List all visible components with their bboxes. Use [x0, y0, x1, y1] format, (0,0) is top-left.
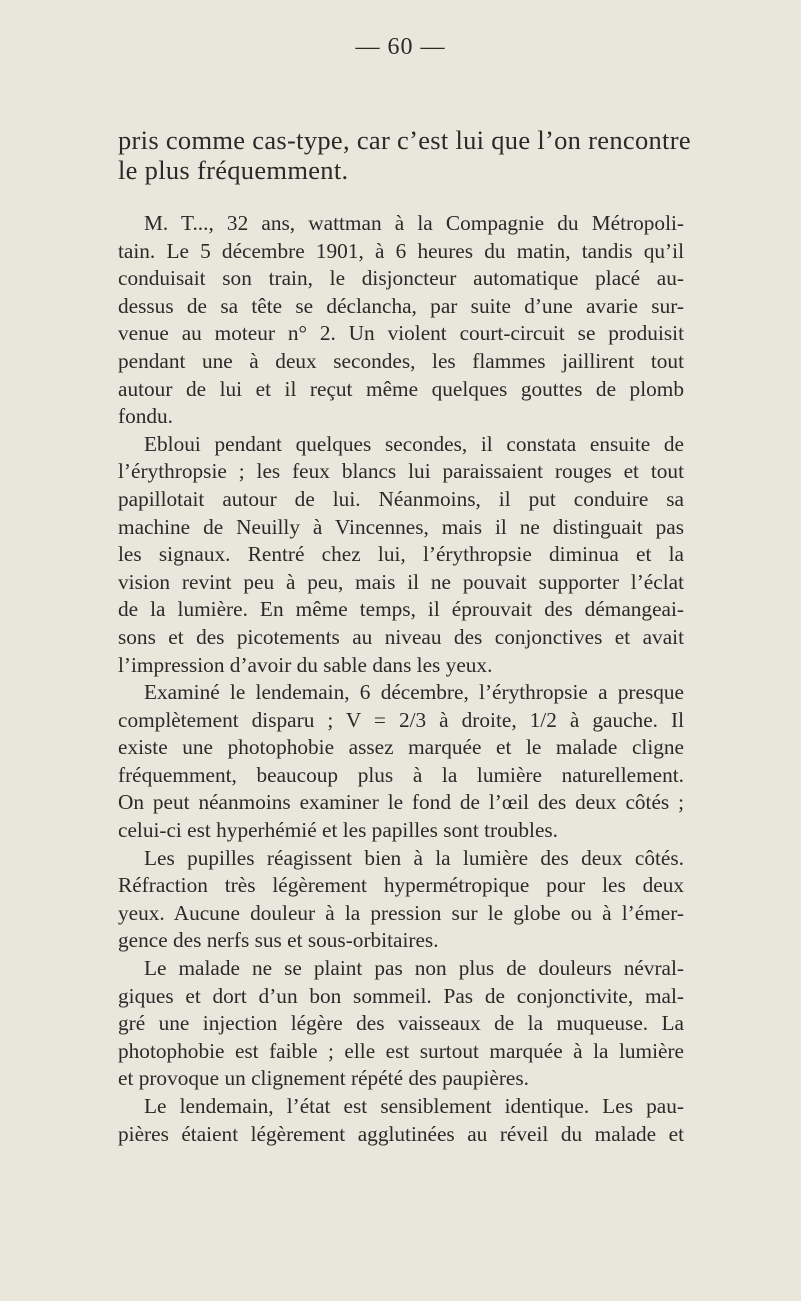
body-line: On peut néanmoins examiner le fond de l’œil des deux côtés ; — [118, 790, 684, 815]
body-line: l’impression d’avoir du sable dans les yeux. — [118, 652, 493, 677]
body-line: vision revint peu à peu, mais il ne pouvait supporter l’éclat — [118, 569, 684, 594]
body-line: Les pupilles réagissent bien à la lumière des deux côtés. — [144, 845, 684, 870]
body-line: Examiné le lendemain, 6 décembre, l’érythropsie a presque — [144, 680, 684, 705]
body-line: yeux. Aucune douleur à la pression sur le globe ou à l’émer- — [118, 900, 684, 925]
body-line: giques et dort d’un bon sommeil. Pas de conjonctivite, mal- — [118, 983, 684, 1008]
body-line: pières étaient légèrement agglutinées au réveil du malade et — [118, 1121, 684, 1146]
body-line: tain. Le 5 décembre 1901, à 6 heures du matin, tandis qu’il — [118, 238, 684, 263]
body-line: celui-ci est hyperhémié et les papilles sont troubles. — [118, 818, 559, 843]
body-line: M. T..., 32 ans, wattman à la Compagnie du Métropoli- — [144, 211, 684, 235]
body-line: et provoque un clignement répété des paupières. — [118, 1066, 529, 1091]
body-line: conduisait son train, le disjoncteur automatique placé au- — [118, 266, 684, 291]
body-line: gré une injection légère des vaisseaux de la muqueuse. La — [118, 1011, 684, 1036]
body-line: photophobie est faible ; elle est surtout marquée à la lumière — [118, 1038, 684, 1063]
body-text — [118, 210, 684, 1148]
lead-paragraph — [118, 125, 691, 185]
body-line: fondu. — [118, 404, 174, 429]
page-number: — 60 — — [355, 34, 446, 60]
body-line: machine de Neuilly à Vincennes, mais il ne distinguait pas — [118, 514, 684, 539]
body-line: papillotait autour de lui. Néanmoins, il put conduire sa — [118, 486, 684, 511]
body-line: complètement disparu ; V = 2/3 à droite, 1/2 à gauche. Il — [118, 707, 684, 732]
body-line: Le lendemain, l’état est sensiblement identique. Les pau- — [144, 1094, 684, 1118]
body-line: autour de lui et il reçut même quelques gouttes de plomb — [118, 376, 684, 401]
body-line: l’érythropsie ; les feux blancs lui paraissaient rouges et tout — [118, 459, 684, 484]
body-line: sons et des picotements au niveau des conjonctives et avait — [118, 624, 684, 649]
body-line: gence des nerfs sus et sous-orbitaires. — [118, 928, 439, 953]
lead-line: le plus fréquemment. — [118, 155, 349, 185]
body-line: Ebloui pendant quelques secondes, il constata ensuite de — [144, 431, 684, 456]
lead-line: pris comme cas-type, car c’est lui que l’on rencontre — [118, 125, 691, 155]
body-line: Réfraction très légèrement hypermétropique pour les deux — [118, 873, 684, 898]
body-line: dessus de sa tête se déclancha, par suite d’une avarie sur- — [118, 293, 684, 318]
body-line: les signaux. Rentré chez lui, l’érythropsie diminua et la — [118, 542, 684, 567]
body-line: existe une photophobie assez marquée et le malade cligne — [118, 735, 684, 760]
body-line: Le malade ne se plaint pas non plus de douleurs névral- — [144, 956, 684, 981]
body-line: fréquemment, beaucoup plus à la lumière naturellement. — [118, 762, 684, 787]
body-line: pendant une à deux secondes, les flammes jaillirent tout — [118, 348, 684, 373]
body-line: de la lumière. En même temps, il éprouvait des démangeai- — [118, 597, 684, 622]
body-line: venue au moteur n° 2. Un violent court-circuit se produisit — [118, 321, 684, 346]
